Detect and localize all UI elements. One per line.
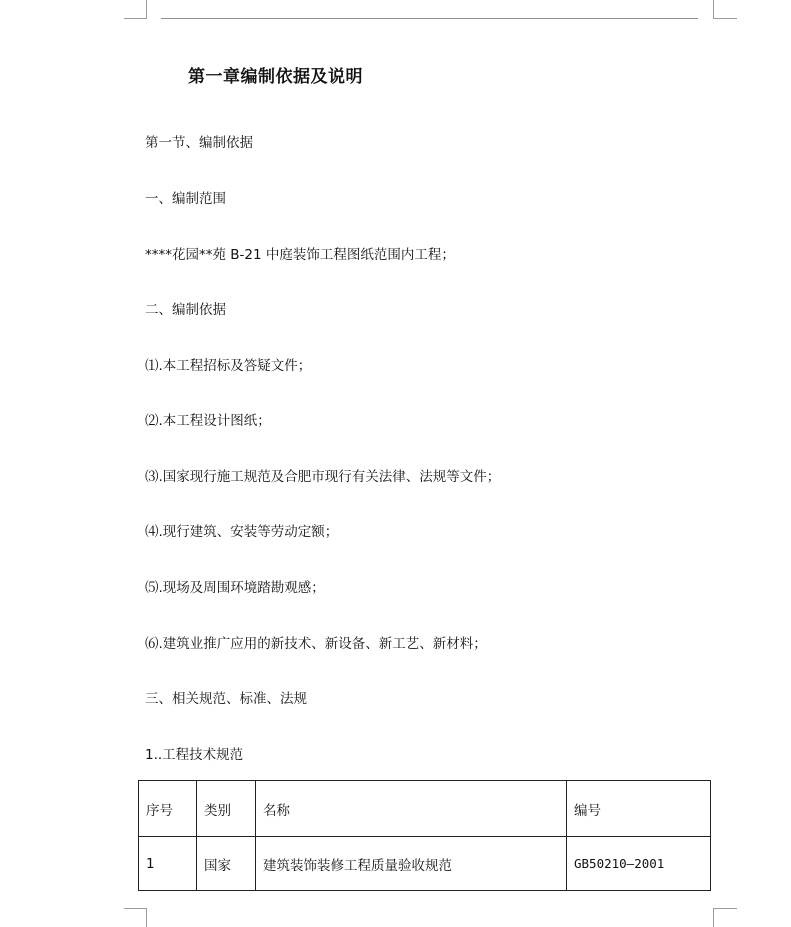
spec-table bbox=[138, 780, 711, 891]
crop-mark-bottom-left-h bbox=[124, 908, 147, 909]
chapter-title: 第一章编制依据及说明 bbox=[188, 67, 363, 87]
subsection-heading: 二、编制依据 bbox=[145, 302, 226, 318]
crop-mark-top-right bbox=[713, 0, 714, 19]
table-header-cell: 编号 bbox=[567, 781, 711, 837]
list-item: ⑹.建筑业推广应用的新技术、新设备、新工艺、新材料； bbox=[145, 636, 487, 652]
list-item: ⑷.现行建筑、安装等劳动定额； bbox=[145, 524, 339, 540]
crop-mark-top-left-h bbox=[124, 18, 147, 19]
table-cell: 国家 bbox=[197, 837, 256, 891]
list-item: ⑶.国家现行施工规范及合肥市现行有关法律、法规等文件； bbox=[145, 469, 501, 485]
subsection-heading: 三、相关规范、标准、法规 bbox=[145, 691, 307, 707]
table-header-cell: 序号 bbox=[139, 781, 197, 837]
table-cell: 1 bbox=[139, 837, 197, 891]
numbered-heading: 1..工程技术规范 bbox=[145, 747, 244, 763]
table-row bbox=[139, 837, 711, 891]
list-item: ⑴.本工程招标及答疑文件； bbox=[145, 358, 312, 374]
header-rule bbox=[161, 18, 698, 19]
list-item: ⑸.现场及周围环境踏勘观感； bbox=[145, 580, 325, 596]
table-header-cell: 名称 bbox=[256, 781, 567, 837]
table-header-cell: 类别 bbox=[197, 781, 256, 837]
crop-mark-bottom-right-h bbox=[713, 908, 737, 909]
crop-mark-bottom-left bbox=[146, 908, 147, 927]
crop-mark-top-left bbox=[146, 0, 147, 19]
table-cell: GB50210—2001 bbox=[567, 837, 711, 891]
table-cell: 建筑装饰装修工程质量验收规范 bbox=[256, 837, 567, 891]
table-header-row bbox=[139, 781, 711, 837]
crop-mark-top-right-h bbox=[713, 18, 737, 19]
crop-mark-bottom-right bbox=[713, 908, 714, 927]
section-heading: 第一节、编制依据 bbox=[145, 135, 253, 151]
list-item: ⑵.本工程设计图纸； bbox=[145, 413, 271, 429]
subsection-heading: 一、编制范围 bbox=[145, 191, 226, 207]
paragraph: ****花园**苑 B-21 中庭装饰工程图纸范围内工程； bbox=[145, 247, 455, 263]
